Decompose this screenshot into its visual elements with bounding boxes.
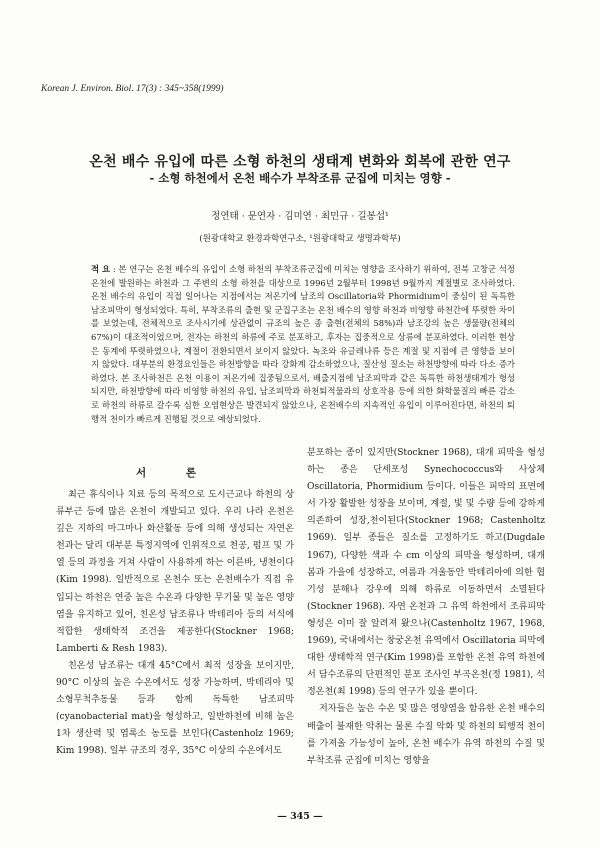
abstract-label: 적 요 [91, 264, 111, 274]
paper-title: 온천 배수 유입에 따른 소형 하천의 생태계 변화와 회복에 관한 연구 [89, 154, 511, 170]
left-paragraph-1: 최근 휴식이나 치료 등의 목적으로 도시근교나 하천의 상류부근 등에 많은 온천이 개발되고 있다. 우리 나라 온천은 깊은 지하의 마그마나 화산활동 등에 의해 생성되는 자연온천과는 달리 대부분 특정지역에 인위적으로 천공, 펌프 및 가열 등의 과정을 거쳐 사람이 사용하게 하는 이른바, 냉천이다(Kim 1998). 일반적으로 온천수 또는 온천배수가 직접 유입되는 하천은 연중 높은 수온과 다양한 무기물 및 높은 영양염을 유지하고 있어, 친온성 남조류나 박테리아 등의 서식에 적합한 생태학적 조건을 제공한다(Stockner 1968; Lamberti & Resh 1983). [56, 490, 294, 654]
page-number: — 345 — [277, 811, 323, 822]
section-heading-introduction: 서 론 [136, 467, 214, 479]
left-paragraph-2: 친온성 남조류는 대개 45°C에서 최적 성장을 보이지만, 90°C 이상의 높은 수온에서도 성장 가능하며, 박테리아 및 소형무척추동물 등과 함께 독특한 남조피막(cyanobacterial mat)을 형성하고, 일반하천에 비해 높은 1차 생산력 및 엽록소 농도를 보인다(Castenholz 1969; Kim 1998). 일부 규조의 경우, 35°C 이상의 수온에서도 [56, 660, 294, 757]
right-paragraph-2: 저자들은 높은 수온 및 많은 영양염을 함유한 온천 배수의 배출이 불재한 악취는 물론 수질 악화 및 하천의 퇴행적 천이를 가져올 가능성이 높아, 온천 배수가 유역 하천의 수질 및 부착조류 군집에 미치는 영향을 [307, 704, 545, 766]
author-list: 정연태 · 문연자 · 김미연 · 최민규 · 길봉섭¹ [211, 211, 389, 222]
right-paragraph-1: 분포하는 종이 있지만(Stockner 1968), 대개 피막을 형성하는 종은 단세포성 Synechococcus와 사상체 Oscillatoria, Phormidium 등이다. 이들은 피막의 표면에서 가장 활발한 성장을 보이며, 계절, 빛 및 수량 등에 강하게 의존하여 성장,천이된다(Stockner 1968; Castenholtz 1969). 일부 종들은 질소를 고정하기도 하고(Dugdale 1967), 다양한 색과 수 cm 이상의 피막을 형성하며, 대개 봄과 가을에 성장하고, 여름과 겨울동안 박테리아에 의한 협기성 분해나 강우에 의해 하류로 이동하면서 소멸된다(Stockner 1968). 자연 온천과 그 유역 하천에서 조류피막 형성은 이미 잘 알려져 왔으나(Castenholtz 1967, 1968, 1969), 국내에서는 창궁온천 유역에서 Oscillatoria 피막에 대한 생태학적 연구(Kim 1998)를 포함한 온천 유역 하천에서 담수조류의 단편적인 분포 조사인 부곡온천(정 1981), 석정온천(최 1998) 등의 연구가 있을 뿐이다. [307, 448, 545, 698]
right-column [307, 445, 545, 795]
abstract-text: : 본 연구는 온천 배수의 유입이 소형 하천의 부착조류군집에 미치는 영향을 조사하기 위하여, 전북 고창군 석정온천에 발원하는 하천과 그 주변의 소형 하천을 대상으로 1996년 2월부터 1998년 9월까지 계절별로 조사하였다. 온천 배수의 유입이 직접 일어나는 지점에서는 저온기에 남조의 Oscillatoria와 Phormidium이 중심이 된 독특한 남조피막이 형성되었다. 특히, 부착조류의 출현 및 군집구조는 온천 배수의 영향 하천과 비영향 하천간에 뚜렷한 차이를 보였는데, 전체적으로 조사시기에 상관없이 규조의 높은 종 출현(전체의 58%)과 남조강의 높은 생물량(전체의 67%)이 대조적이었으며, 전자는 하천의 하류에 주로 분포하고, 후자는 집중적으로 상류에 분포하였다. 이러한 현상은 동계에 뚜렷하였으나, 계절이 전환되면서 보이지 않았다. 녹조와 유글레나류 등은 계절 및 지점에 큰 영향을 보이지 않았다. 대부분의 환경요인들은 하천방향을 따라 강화계 감소하였으나, 질산성 질소는 하천방향에 따라 다소 증가하였다. 본 조사하천은 온천 이용이 저온기에 집중됨으로서, 배출지점에 남조피막과 같은 독특한 하천생태계가 형성되지만, 하천방향에 따라 비영향 하천의 유입, 남조피막과 하천퇴적물과의 상호작용 등에 의한 화학물질의 빠른 감소로 하천의 하류로 갈수록 심한 오염현상은 발견되지 않았으나, 온천배수의 지속적인 유입이 이루어진다면, 하천의 퇴행적 천이가 빠르게 진행될 것으로 예상되었다. [91, 264, 515, 424]
affiliation: (원광대학교 환경과학연구소, ¹원광대학교 생명과학부) [199, 234, 401, 244]
abstract [91, 263, 515, 458]
paper-subtitle: - 소형 하천에서 온천 배수가 부착조류 군집에 미치는 영향 - [149, 171, 451, 185]
journal-citation: Korean J. Environ. Biol. 17(3) : 345~358(1999) [41, 84, 224, 94]
left-column [56, 487, 294, 795]
